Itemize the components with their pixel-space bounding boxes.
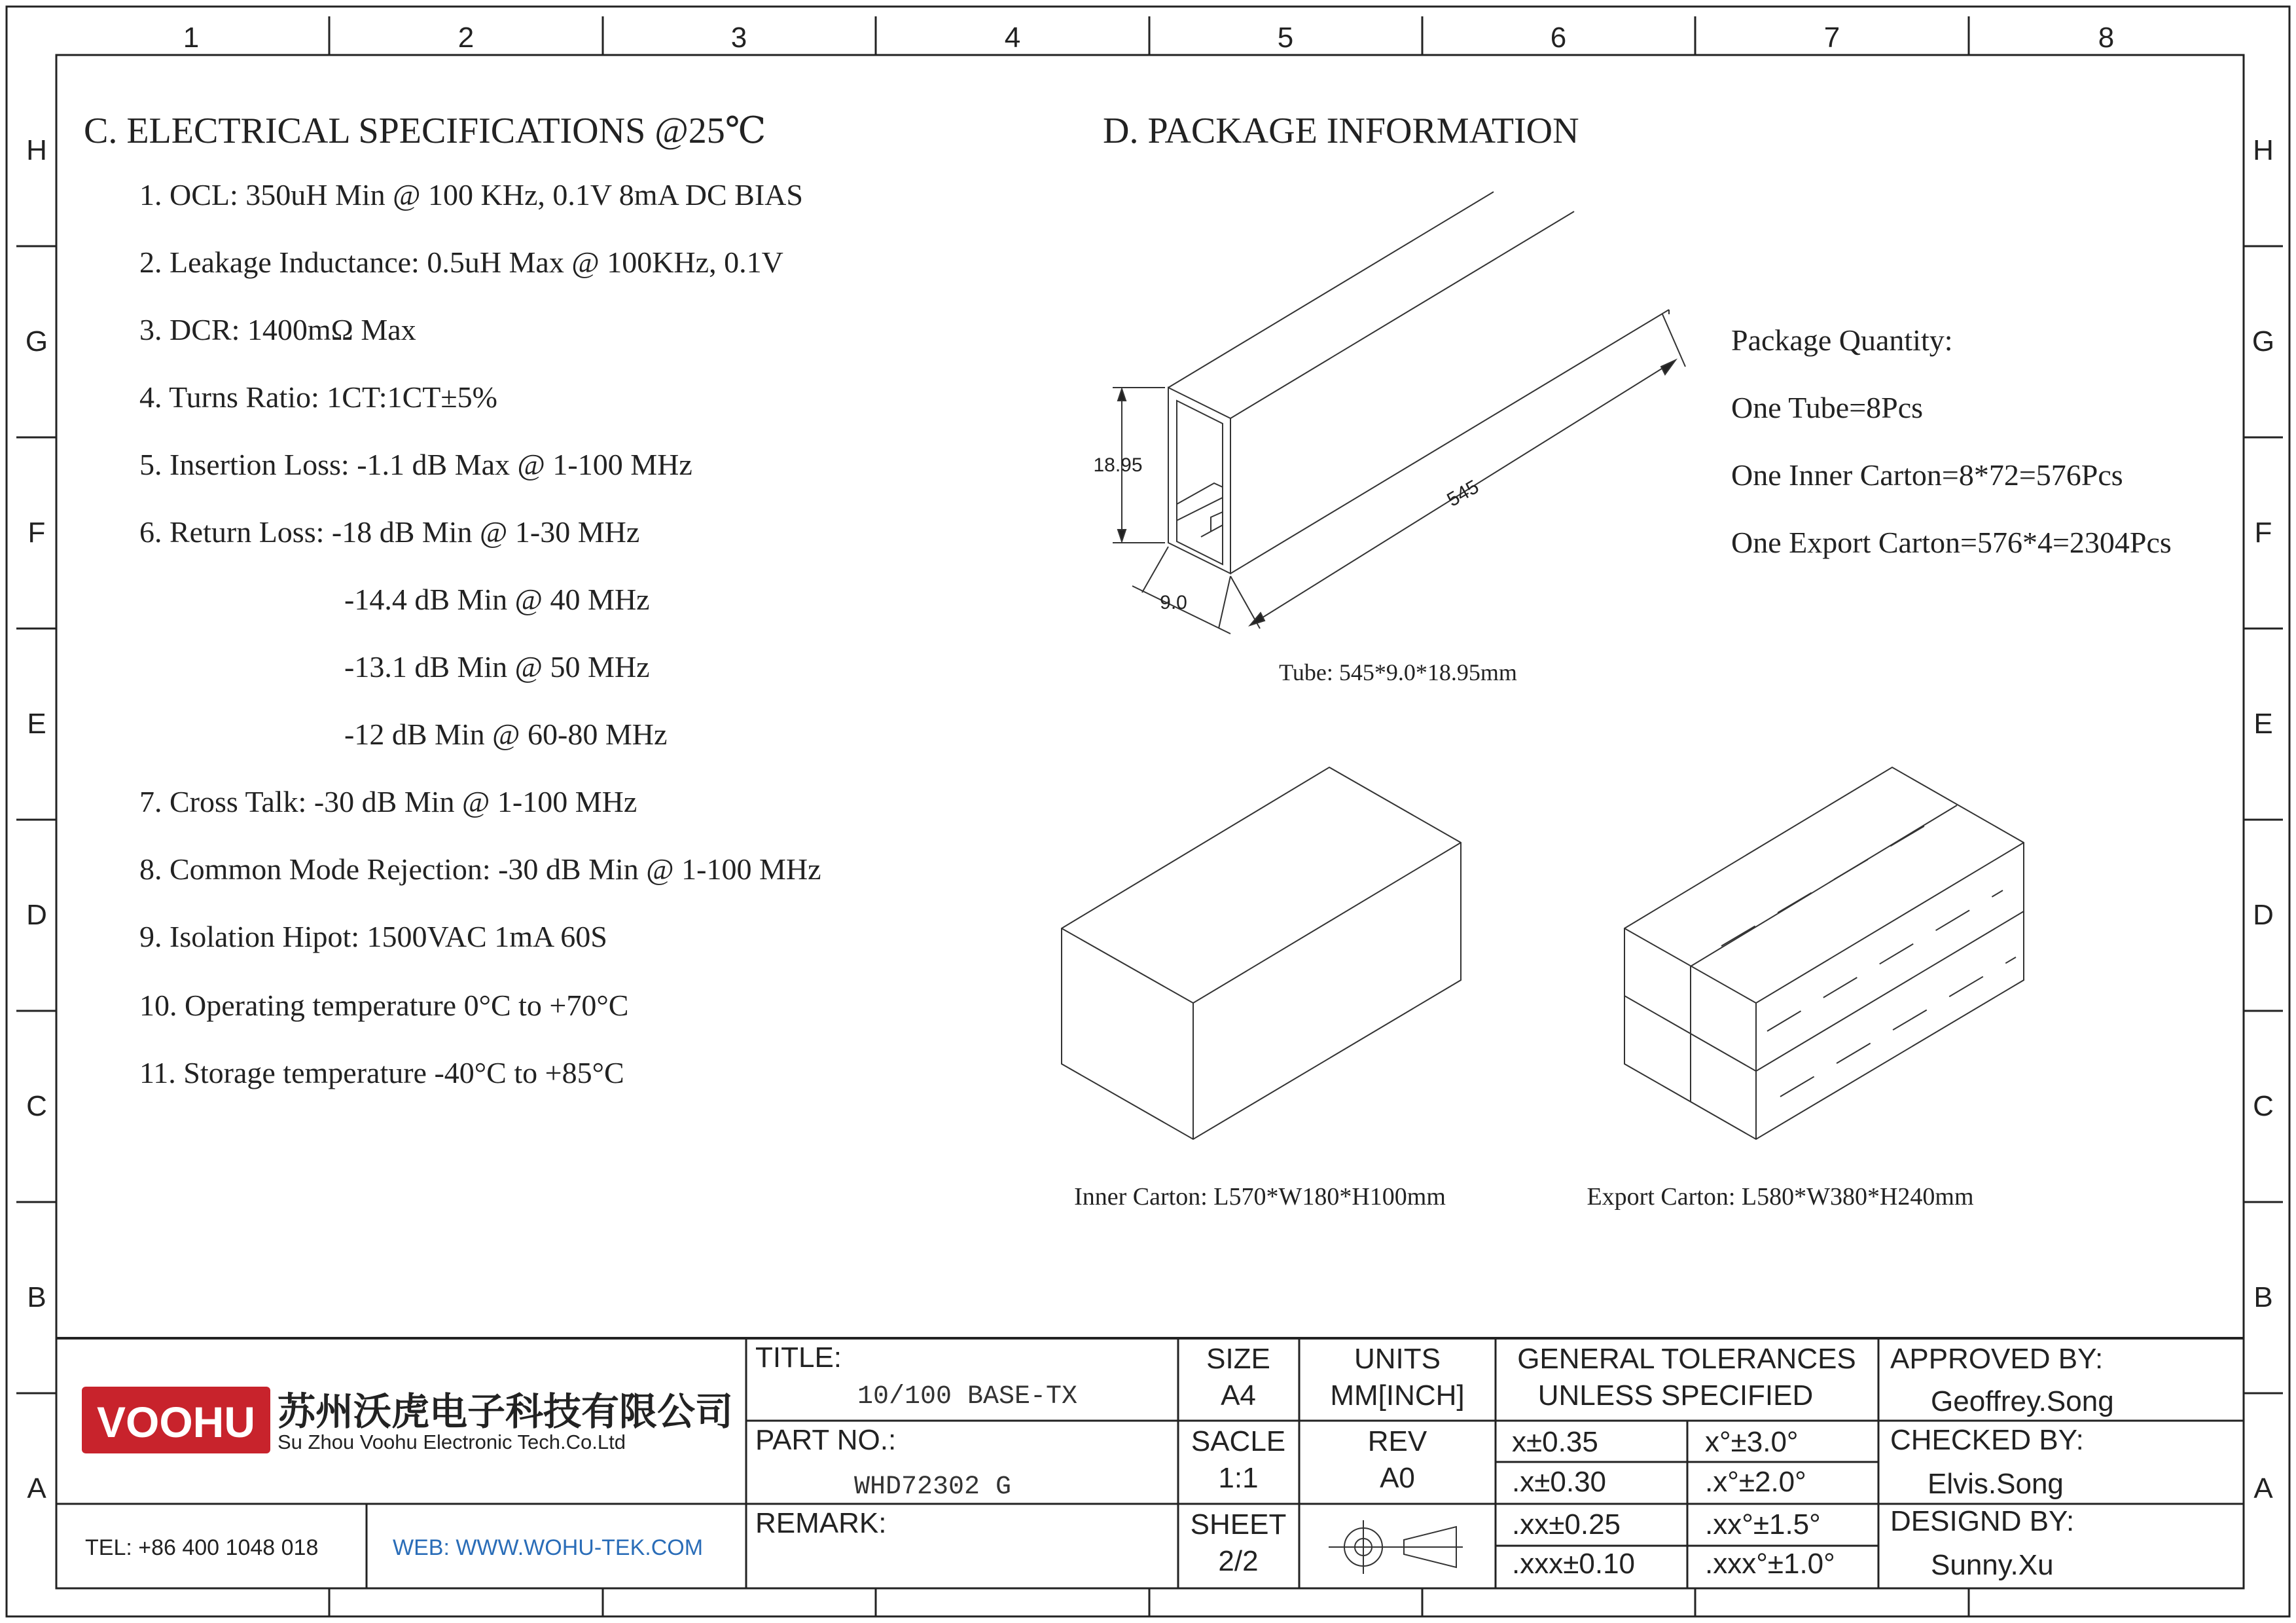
approved-by-value: Geoffrey.Song [1931, 1385, 2114, 1417]
zone-row-a-right: A [2253, 1472, 2273, 1504]
scale-value: 1:1 [1218, 1462, 1259, 1494]
export-carton-drawing [1624, 767, 2024, 1139]
zone-col-3: 3 [730, 22, 747, 54]
tube-drawing [1093, 192, 1685, 634]
tube-height-dim: 18.95 [1093, 454, 1143, 476]
tube-length-dim: 545 [1443, 475, 1483, 511]
zone-row-g-right: G [2251, 325, 2275, 357]
tolerance-angular: .x°±2.0° [1705, 1466, 1806, 1498]
tolerances-subtitle: UNLESS SPECIFIED [1537, 1379, 1814, 1412]
spec-item: 3. DCR: 1400mΩ Max [139, 313, 416, 346]
quantity-line: One Export Carton=576*4=2304Pcs [1731, 526, 2172, 559]
tolerance-angular: .xx°±1.5° [1705, 1508, 1821, 1541]
spec-item: 9. Isolation Hipot: 1500VAC 1mA 60S [139, 920, 607, 953]
approved-by-label: APPROVED BY: [1890, 1343, 2104, 1375]
package-heading: D. PACKAGE INFORMATION [1103, 111, 1579, 151]
spec-item-continued: -13.1 dB Min @ 50 MHz [344, 650, 650, 684]
spec-item: 1. OCL: 350uH Min @ 100 KHz, 0.1V 8mA DC BIAS [139, 178, 803, 211]
quantity-title: Package Quantity: [1731, 323, 1953, 357]
spec-item: 7. Cross Talk: -30 dB Min @ 1-100 MHz [139, 785, 637, 818]
tolerance-linear: .x±0.30 [1512, 1466, 1607, 1498]
tolerance-linear: x±0.35 [1512, 1426, 1598, 1458]
quantity-line: One Inner Carton=8*72=576Pcs [1731, 458, 2123, 492]
designed-by-label: DESIGND BY: [1890, 1505, 2075, 1537]
spec-item: 5. Insertion Loss: -1.1 dB Max @ 1-100 MHz [139, 448, 692, 481]
sheet-label: SHEET [1190, 1508, 1287, 1541]
zone-row-d-right: D [2253, 899, 2274, 931]
zone-row-g-left: G [25, 325, 48, 357]
zone-row-ticks [16, 246, 2283, 1393]
tolerance-angular: x°±3.0° [1705, 1426, 1799, 1458]
zone-row-h-left: H [26, 134, 47, 166]
projection-symbol-icon [1329, 1520, 1463, 1574]
zone-row-c-right: C [2253, 1090, 2274, 1122]
remark-label: REMARK: [755, 1507, 887, 1539]
part-no-value: WHD72302 G [853, 1472, 1012, 1502]
spec-item: 2. Leakage Inductance: 0.5uH Max @ 100KHz, 0.1V [139, 246, 783, 279]
web-link[interactable]: WEB: WWW.WOHU-TEK.COM [393, 1535, 704, 1560]
tolerance-linear: .xxx±0.10 [1512, 1548, 1636, 1580]
spec-item: 8. Common Mode Rejection: -30 dB Min @ 1-100 MHz [139, 852, 821, 886]
units-value: MM[INCH] [1330, 1379, 1465, 1412]
zone-row-e-right: E [2253, 708, 2273, 740]
tube-caption: Tube: 545*9.0*18.95mm [1279, 659, 1517, 685]
company-logo [82, 1387, 733, 1453]
inner-carton-drawing [1062, 767, 1461, 1139]
zone-row-c-left: C [26, 1090, 47, 1122]
spec-item: 6. Return Loss: -18 dB Min @ 1-30 MHz [139, 515, 640, 549]
checked-by-label: CHECKED BY: [1890, 1424, 2084, 1456]
zone-row-h-right: H [2253, 134, 2274, 166]
units-label: UNITS [1354, 1343, 1441, 1375]
zone-row-d-left: D [26, 899, 47, 931]
zone-row-b-left: B [27, 1281, 46, 1313]
tel-text: TEL: +86 400 1048 018 [85, 1535, 319, 1560]
export-carton-caption: Export Carton: L580*W380*H240mm [1587, 1183, 1974, 1211]
zone-row-a-left: A [27, 1472, 46, 1504]
logo-text: VOOHU [96, 1398, 256, 1446]
tolerance-linear: .xx±0.25 [1512, 1508, 1621, 1541]
rev-label: REV [1367, 1425, 1427, 1457]
company-name-cn: 苏州沃虎电子科技有限公司 [278, 1391, 734, 1433]
zone-col-5: 5 [1277, 22, 1294, 54]
spec-item-continued: -14.4 dB Min @ 40 MHz [344, 583, 650, 616]
rev-value: A0 [1380, 1462, 1415, 1494]
zone-col-2: 2 [457, 22, 475, 54]
zone-col-1: 1 [183, 22, 200, 54]
checked-by-value: Elvis.Song [1928, 1468, 2064, 1500]
quantity-line: One Tube=8Pcs [1731, 391, 1924, 424]
designed-by-value: Sunny.Xu [1931, 1549, 2054, 1581]
electrical-heading: C. ELECTRICAL SPECIFICATIONS @25℃ [84, 111, 766, 151]
zone-row-e-left: E [27, 708, 46, 740]
zone-row-f-left: F [27, 517, 46, 549]
spec-item: 11. Storage temperature -40°C to +85°C [139, 1056, 624, 1089]
spec-item: 4. Turns Ratio: 1CT:1CT±5% [139, 380, 497, 414]
scale-label: SACLE [1191, 1425, 1286, 1457]
company-name-en: Su Zhou Voohu Electronic Tech.Co.Ltd [278, 1431, 626, 1453]
spec-item-continued: -12 dB Min @ 60-80 MHz [344, 718, 668, 751]
tolerance-angular: .xxx°±1.0° [1705, 1548, 1835, 1580]
part-no-label: PART NO.: [755, 1424, 897, 1456]
title-block-grid [56, 1338, 2244, 1588]
size-label: SIZE [1206, 1343, 1270, 1375]
tube-width-dim: 9.0 [1160, 592, 1187, 613]
zone-col-7: 7 [1823, 22, 1840, 54]
zone-row-f-right: F [2254, 517, 2272, 549]
zone-col-6: 6 [1550, 22, 1567, 54]
zone-col-8: 8 [2098, 22, 2115, 54]
electrical-spec-list [139, 178, 821, 1089]
spec-item: 10. Operating temperature 0°C to +70°C [139, 989, 629, 1022]
package-quantity [1731, 323, 2172, 559]
zone-col-4: 4 [1004, 22, 1021, 54]
tolerances-title: GENERAL TOLERANCES [1517, 1343, 1856, 1375]
title-value: 10/100 BASE-TX [857, 1382, 1078, 1412]
title-label: TITLE: [755, 1341, 842, 1374]
size-value: A4 [1221, 1379, 1256, 1412]
zone-row-b-right: B [2253, 1281, 2273, 1313]
inner-carton-caption: Inner Carton: L570*W180*H100mm [1074, 1183, 1446, 1211]
sheet-value: 2/2 [1218, 1545, 1259, 1577]
